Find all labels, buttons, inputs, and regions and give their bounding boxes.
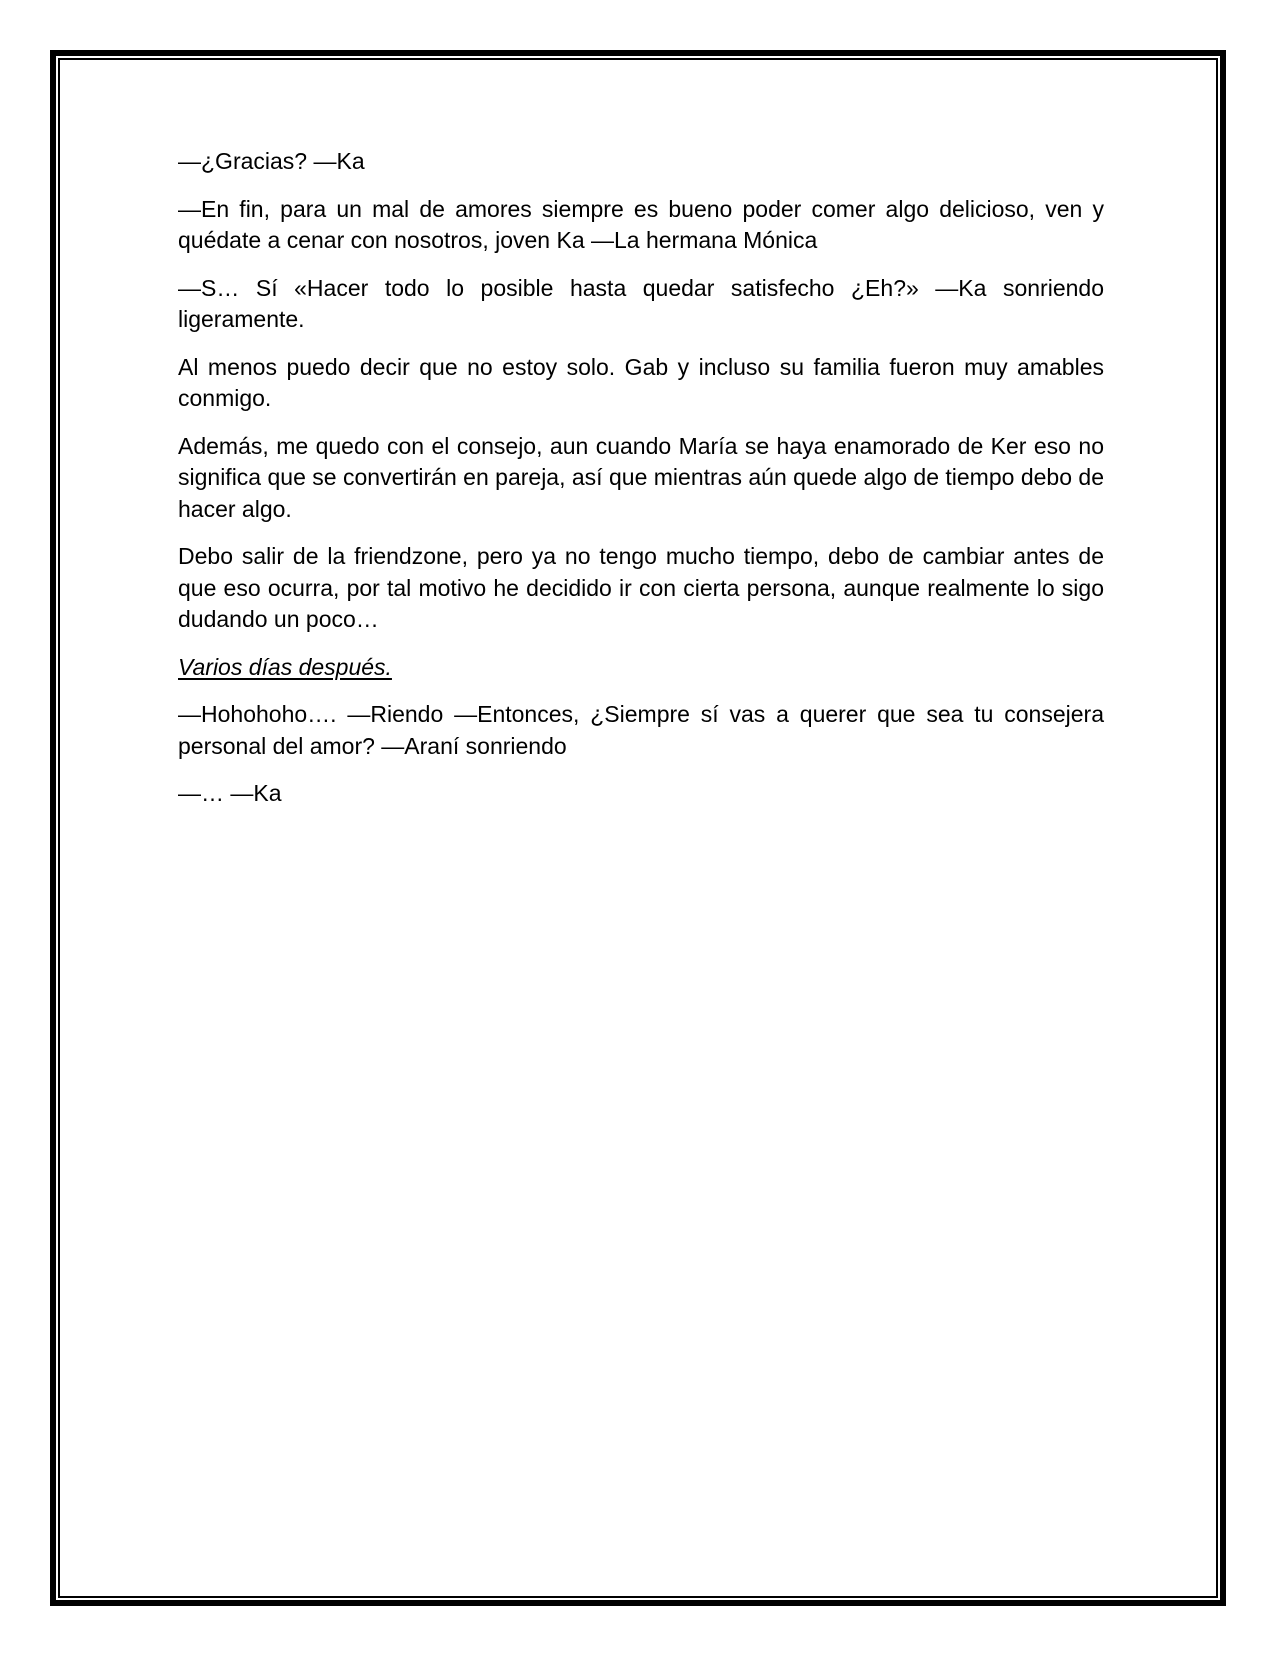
paragraph: —En fin, para un mal de amores siempre es bueno poder comer algo delicioso, ven y quédate a cenar con nosotros, joven Ka —La hermana Mónica xyxy=(178,195,1104,253)
paragraph: —… —Ka xyxy=(178,780,282,806)
scene-heading: Varios días después. xyxy=(178,653,392,680)
paragraph: —¿Gracias? —Ka xyxy=(178,148,365,174)
paragraph: Al menos puedo decir que no estoy solo. Gab y incluso su familia fueron muy amables conmigo. xyxy=(178,353,1104,411)
paragraph: Debo salir de la friendzone, pero ya no tengo mucho tiempo, debo de cambiar antes de que eso ocurra, por tal motivo he decidido ir con cierta persona, aunque realmente lo sigo dudando un poco… xyxy=(178,543,1104,632)
document-body xyxy=(178,146,1104,826)
paragraph: Además, me quedo con el consejo, aun cuando María se haya enamorado de Ker eso no significa que se convertirán en pareja, así que mientras aún quede algo de tiempo debo de hacer algo. xyxy=(178,432,1104,522)
paragraph: —S… Sí «Hacer todo lo posible hasta quedar satisfecho ¿Eh?» —Ka sonriendo ligeramente. xyxy=(178,274,1104,332)
paragraph: —Hohohoho…. —Riendo —Entonces, ¿Siempre sí vas a querer que sea tu consejera personal del amor? —Araní sonriendo xyxy=(178,701,1104,759)
